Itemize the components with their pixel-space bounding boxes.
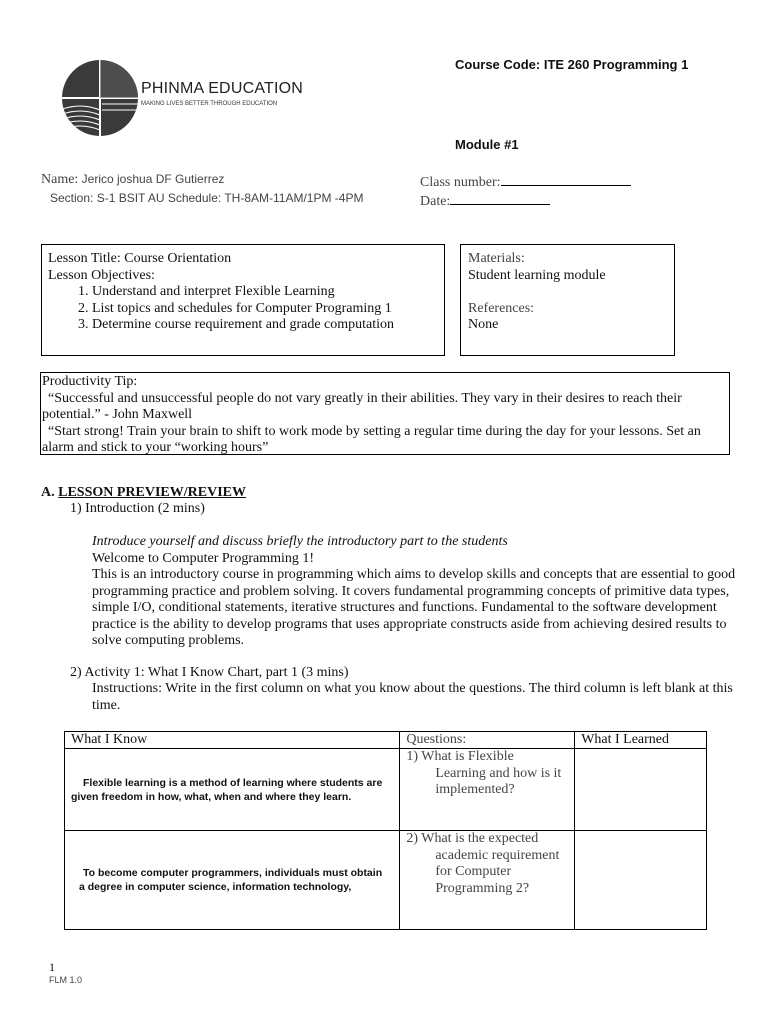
class-number-line	[420, 173, 631, 191]
intro-line: solve computing problems.	[92, 633, 245, 648]
section-heading	[41, 485, 246, 502]
materials-label: Materials:	[468, 251, 525, 266]
italic-note: Introduce yourself and discuss briefly the introductory part to the students	[92, 534, 508, 549]
version-label: FLM 1.0	[49, 975, 83, 985]
know-text: To become computer programmers, individuals must obtain	[83, 867, 383, 879]
know-text: given freedom in how, what, when and where they learn.	[71, 790, 352, 803]
intro-line: programming practice and problem solving. It covers fundamental programming concepts of primitive data types,	[92, 583, 730, 599]
know-cell[interactable]	[65, 831, 400, 930]
header-what-i-learned: What I Learned	[575, 732, 707, 749]
question-text: 2) What is the expected	[406, 831, 539, 846]
tip-line: “Successful and unsuccessful people do not vary greatly in their abilities. They vary in their desires to reach their	[48, 390, 682, 406]
header-questions: Questions:	[400, 732, 575, 749]
question-cell	[400, 749, 575, 831]
tip-label: Productivity Tip:	[42, 374, 138, 389]
section-title: LESSON PREVIEW/REVIEW	[58, 485, 247, 500]
intro-line: simple I/O, conditional statements, iterative structures and functions. Fundamental to the software development	[92, 600, 717, 615]
productivity-tip-box	[40, 372, 730, 455]
welcome-line: Welcome to Computer Programming 1!	[92, 550, 315, 566]
objective-item: 3. Determine course requirement and grade computation	[78, 317, 395, 332]
header-what-i-know: What I Know	[65, 732, 400, 749]
materials-box	[460, 244, 675, 356]
intro-line: practice is the ability to develop programs that uses appropriate constructs aside from achieving desired results to	[92, 616, 727, 632]
objective-item: 2. List topics and schedules for Computer Programing 1	[78, 300, 392, 316]
tip-line: “Start strong! Train your brain to shift to work mode by setting a regular time during the day for your lessons. Set an	[48, 423, 701, 439]
date-label: Date:	[420, 194, 451, 209]
table-row	[65, 749, 707, 831]
question-text: academic requirement	[435, 847, 560, 863]
question-text: 1) What is Flexible	[406, 749, 514, 764]
learned-cell[interactable]	[575, 831, 707, 930]
references-value: None	[468, 317, 499, 332]
references-label: References:	[468, 300, 535, 316]
date-line	[420, 192, 550, 210]
logo-name: PHINMA EDUCATION	[141, 80, 304, 97]
section-value: S-1 BSIT AU Schedule: TH-8AM-11AM/1PM -4PM	[93, 191, 364, 205]
learned-cell[interactable]	[575, 749, 707, 831]
question-text: Programming 2?	[435, 880, 530, 896]
phinma-globe-icon	[60, 58, 140, 138]
instructions-block	[92, 681, 733, 714]
activity-item: 2) Activity 1: What I Know Chart, part 1 (3 mins)	[70, 665, 349, 680]
question-text: Learning and how is it	[435, 765, 562, 781]
tip-line: potential.” - John Maxwell	[42, 407, 193, 422]
intro-item: 1) Introduction (2 mins)	[70, 501, 205, 516]
question-text: implemented?	[435, 782, 515, 797]
instruction-line: Instructions: Write in the first column on what you know about the questions. The third column is left blank at this	[92, 681, 733, 696]
phinma-logo	[60, 58, 140, 138]
name-line	[41, 172, 224, 188]
course-code: Course Code: ITE 260 Programming 1	[455, 57, 689, 72]
section-letter: A.	[41, 485, 59, 500]
know-cell[interactable]	[65, 749, 400, 831]
class-number-label: Class number:	[420, 175, 501, 190]
instruction-line: time.	[92, 697, 121, 713]
objective-item: 1. Understand and interpret Flexible Learning	[78, 284, 335, 299]
lesson-title: Lesson Title: Course Orientation	[48, 251, 232, 266]
intro-block	[92, 534, 735, 650]
name-value: Jerico joshua DF Gutierrez	[78, 172, 225, 186]
date-field[interactable]	[450, 192, 550, 205]
know-text: a degree in computer science, information technology,	[79, 881, 352, 893]
tip-line: alarm and stick to your “working hours”	[42, 440, 269, 455]
logo-tagline: MAKING LIVES BETTER THROUGH EDUCATION	[141, 101, 278, 107]
question-text: for Computer	[435, 864, 512, 879]
intro-line: This is an introductory course in programming which aims to develop skills and concepts that are essential to good	[92, 567, 736, 582]
what-i-know-chart	[64, 731, 707, 930]
know-text: Flexible learning is a method of learning where students are	[83, 776, 383, 789]
name-label: Name:	[41, 172, 79, 187]
materials-value: Student learning module	[468, 267, 606, 283]
class-number-field[interactable]	[501, 173, 631, 186]
lesson-objectives-label: Lesson Objectives:	[48, 267, 155, 283]
section-line	[50, 191, 363, 205]
module-number: Module #1	[455, 137, 519, 152]
section-label: Section:	[50, 191, 94, 205]
page-number: 1	[49, 960, 55, 974]
table-row	[65, 831, 707, 930]
table-header-row	[65, 732, 707, 749]
question-cell	[400, 831, 575, 930]
lesson-info-box	[41, 244, 445, 356]
